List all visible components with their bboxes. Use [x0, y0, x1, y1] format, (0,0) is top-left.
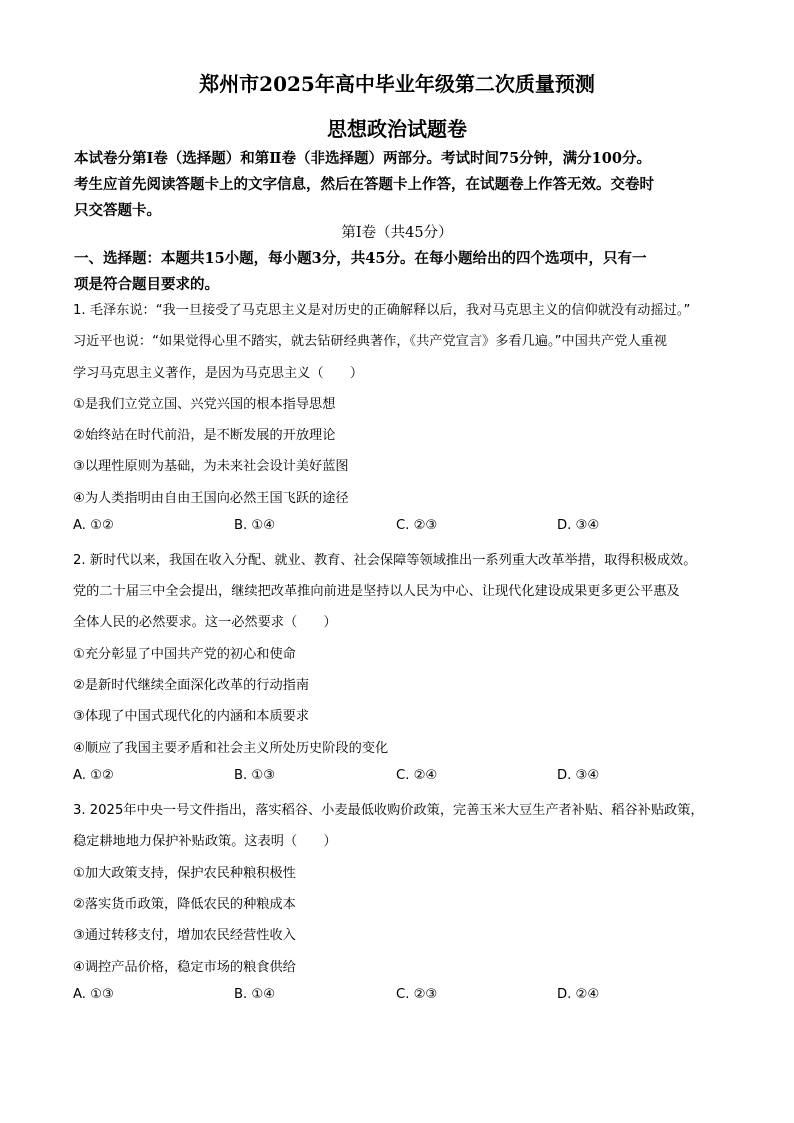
option-c: C. ②③ — [396, 987, 438, 1002]
option-a: A. ①③ — [73, 987, 114, 1002]
part-title: 第Ⅰ卷（共45分） — [341, 225, 453, 241]
option-a: A. ①② — [73, 768, 114, 783]
exam-title: 郑州市2025年高中毕业年级第二次质量预测 — [199, 72, 595, 96]
question-stem-line: 稳定耕地地力保护补贴政策。这表明（ ） — [73, 834, 337, 849]
statement: ③体现了中国式现代化的内涵和本质要求 — [73, 709, 310, 724]
exam-subtitle: 思想政治试题卷 — [327, 117, 467, 141]
option-a: A. ①② — [73, 518, 114, 533]
option-c: C. ②③ — [396, 518, 438, 533]
statement: ④为人类指明由自由王国向必然王国飞跃的途径 — [73, 491, 349, 506]
instruction-line: 只交答题卡。 — [74, 202, 161, 219]
statement: ①加大政策支持，保护农民种粮积极性 — [73, 866, 296, 881]
section-header-line: 一、选择题：本题共15小题，每小题3分，共45分。在每小题给出的四个选项中，只有一 — [74, 250, 647, 267]
question-stem-line: 2. 新时代以来，我国在收入分配、就业、教育、社会保障等领域推出一系列重大改革举措，取得积极成效。 — [73, 553, 697, 568]
option-b: B. ①④ — [234, 987, 276, 1002]
statement: ①是我们立党立国、兴党兴国的根本指导思想 — [73, 397, 336, 412]
question-stem-line: 1. 毛泽东说：“我一旦接受了马克思主义是对历史的正确解释以后，我对马克思主义的信仰就没有动摇过。” — [73, 303, 691, 318]
question-stem-line: 学习马克思主义著作，是因为马克思主义（ ） — [73, 366, 364, 381]
option-b: B. ①④ — [234, 518, 276, 533]
statement: ③通过转移支付，增加农民经营性收入 — [73, 928, 296, 943]
instruction-line: 本试卷分第Ⅰ卷（选择题）和第Ⅱ卷（非选择题）两部分。考试时间75分钟，满分100分。 — [74, 150, 651, 167]
statement: ②是新时代继续全面深化改革的行动指南 — [73, 678, 310, 693]
question-stem-line: 习近平也说：“如果觉得心里不踏实，就去钻研经典著作，《共产党宣言》多看几遍。”中国共产党人重视 — [73, 334, 667, 349]
statement: ④顺应了我国主要矛盾和社会主义所处历史阶段的变化 — [73, 741, 389, 756]
option-d: D. ③④ — [557, 518, 600, 533]
option-c: C. ②④ — [396, 768, 438, 783]
question-stem-line: 全体人民的必然要求。这一必然要求（ ） — [73, 615, 337, 630]
section-header-line: 项是符合题目要求的。 — [74, 276, 219, 293]
statement: ①充分彰显了中国共产党的初心和使命 — [73, 647, 296, 662]
question-stem-line: 3. 2025年中央一号文件指出，落实稻谷、小麦最低收购价政策，完善玉米大豆生产者补贴、稻谷补贴政策， — [73, 803, 704, 818]
statement: ②落实货币政策，降低农民的种粮成本 — [73, 897, 296, 912]
option-b: B. ①③ — [234, 768, 276, 783]
option-d: D. ③④ — [557, 768, 600, 783]
statement: ②始终站在时代前沿，是不断发展的开放理论 — [73, 428, 336, 443]
question-stem-line: 党的二十届三中全会提出，继续把改革推向前进是坚持以人民为中心、让现代化建设成果更多更公平惠及 — [73, 584, 680, 599]
instruction-line: 考生应首先阅读答题卡上的文字信息，然后在答题卡上作答，在试题卷上作答无效。交卷时 — [74, 176, 654, 193]
statement: ③以理性原则为基础，为未来社会设计美好蓝图 — [73, 459, 349, 474]
statement: ④调控产品价格，稳定市场的粮食供给 — [73, 960, 296, 975]
option-d: D. ②④ — [557, 987, 600, 1002]
